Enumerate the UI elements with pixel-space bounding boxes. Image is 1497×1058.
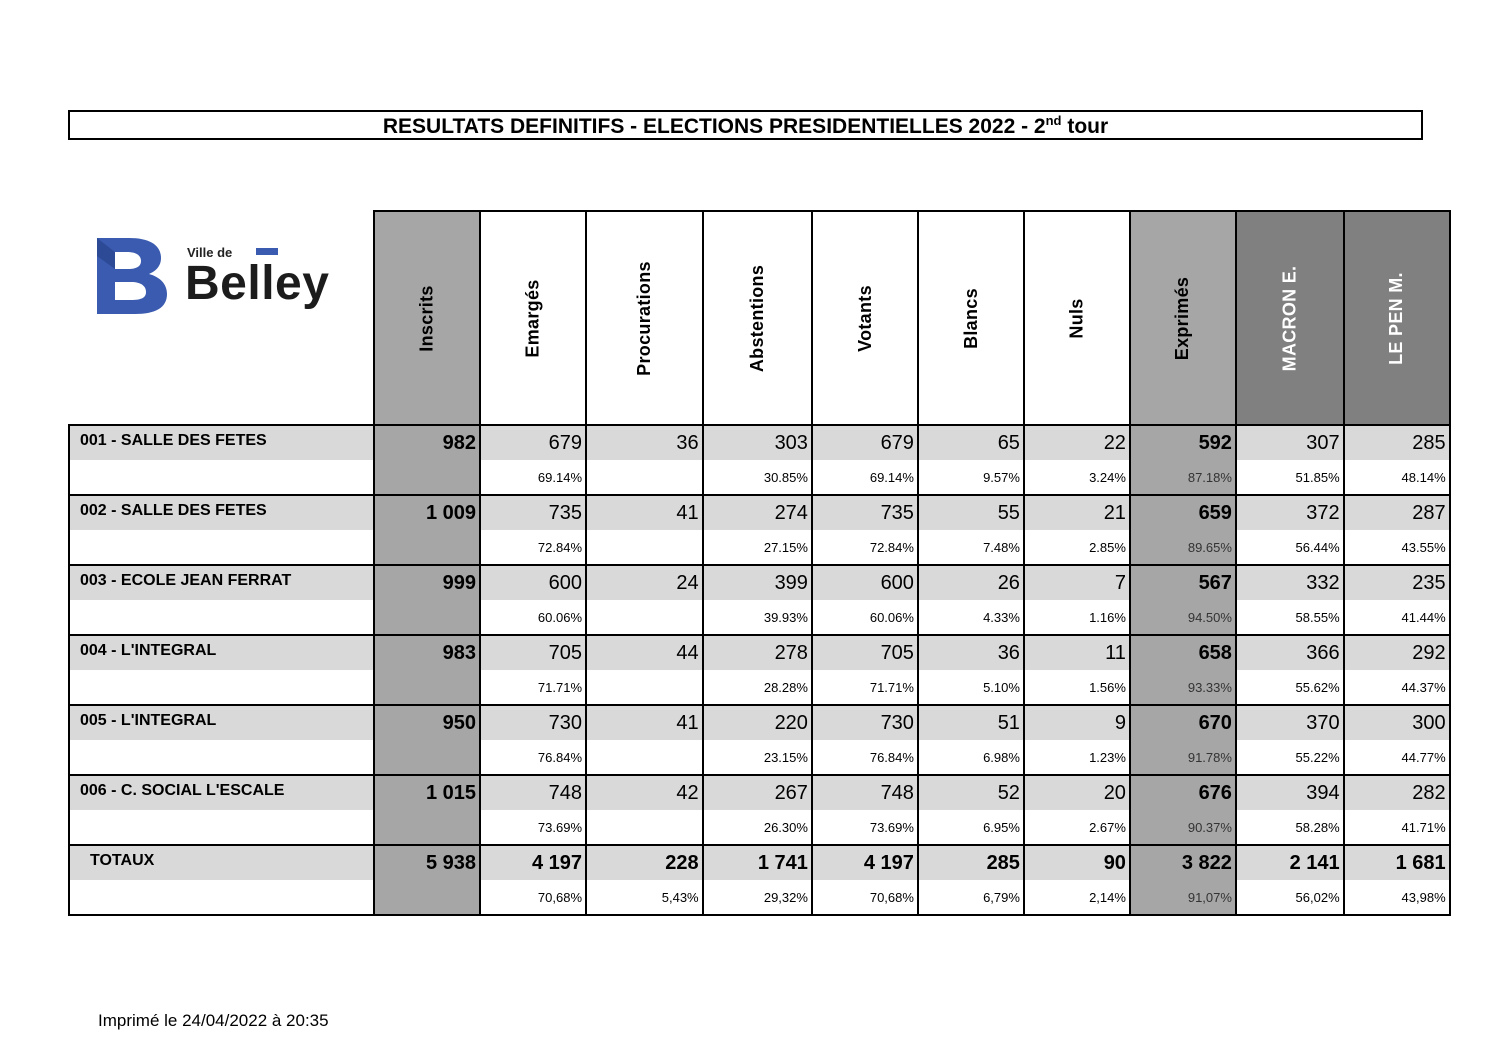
cell-emarges-percent: 60.06% [480, 600, 586, 635]
cell-inscrits-count: 1 009 [374, 495, 480, 530]
belley-b-icon [95, 236, 173, 316]
cell-blancs-percent: 5.10% [918, 670, 1024, 705]
station-percent-row [69, 530, 1450, 565]
cell-abstentions-count: 399 [703, 565, 812, 600]
cell-abstentions-percent: 23.15% [703, 740, 812, 775]
cell-nuls-percent: 1.56% [1024, 670, 1130, 705]
cell-votants-percent: 71.71% [812, 670, 918, 705]
cell-nuls-percent: 2.85% [1024, 530, 1130, 565]
cell-blancs-percent: 6.98% [918, 740, 1024, 775]
cell-nuls-count: 22 [1024, 425, 1130, 460]
logo-ville-de: Ville de [187, 244, 233, 260]
cell-blancs-percent: 4.33% [918, 600, 1024, 635]
cell-exprimes-percent: 94.50% [1130, 600, 1236, 635]
cell-le-pen-percent: 44.77% [1344, 740, 1450, 775]
totals-row [69, 845, 1450, 880]
cell-nuls-percent: 3.24% [1024, 460, 1130, 495]
cell-blancs-count: 65 [918, 425, 1024, 460]
cell-inscrits-count: 5 938 [374, 845, 480, 880]
cell-votants-percent: 73.69% [812, 810, 918, 845]
cell-emarges-count: 679 [480, 425, 586, 460]
cell-inscrits-count: 982 [374, 425, 480, 460]
cell-abstentions-count: 267 [703, 775, 812, 810]
cell-macron-percent: 51.85% [1236, 460, 1344, 495]
logo-wordmark: Belley [185, 256, 330, 310]
cell-procurations-percent [586, 600, 703, 635]
cell-le-pen-count: 292 [1344, 635, 1450, 670]
cell-inscrits-percent [374, 740, 480, 775]
cell-emarges-count: 735 [480, 495, 586, 530]
col-header-abstentions: Abstentions [703, 211, 812, 425]
cell-abstentions-count: 1 741 [703, 845, 812, 880]
cell-emarges-count: 705 [480, 635, 586, 670]
cell-votants-count: 4 197 [812, 845, 918, 880]
cell-votants-count: 705 [812, 635, 918, 670]
cell-abstentions-percent: 29,32% [703, 880, 812, 915]
station-name: 006 - C. SOCIAL L'ESCALE [69, 775, 374, 810]
cell-blancs-count: 52 [918, 775, 1024, 810]
name-spacer [69, 810, 374, 845]
station-row [69, 775, 1450, 810]
results-table [68, 210, 1451, 916]
cell-blancs-count: 51 [918, 705, 1024, 740]
logo-cell [69, 211, 374, 425]
cell-abstentions-percent: 26.30% [703, 810, 812, 845]
cell-macron-percent: 56.44% [1236, 530, 1344, 565]
cell-le-pen-percent: 41.71% [1344, 810, 1450, 845]
cell-emarges-percent: 71.71% [480, 670, 586, 705]
name-spacer [69, 530, 374, 565]
cell-votants-count: 600 [812, 565, 918, 600]
cell-votants-percent: 70,68% [812, 880, 918, 915]
cell-nuls-percent: 1.16% [1024, 600, 1130, 635]
col-header-le-pen: LE PEN M. [1344, 211, 1450, 425]
station-row [69, 425, 1450, 460]
cell-macron-percent: 58.55% [1236, 600, 1344, 635]
cell-exprimes-count: 659 [1130, 495, 1236, 530]
print-timestamp: Imprimé le 24/04/2022 à 20:35 [98, 1011, 329, 1030]
cell-le-pen-percent: 43,98% [1344, 880, 1450, 915]
cell-inscrits-count: 950 [374, 705, 480, 740]
cell-inscrits-percent [374, 670, 480, 705]
cell-macron-count: 394 [1236, 775, 1344, 810]
cell-le-pen-count: 235 [1344, 565, 1450, 600]
cell-procurations-count: 228 [586, 845, 703, 880]
name-spacer [69, 460, 374, 495]
cell-votants-percent: 72.84% [812, 530, 918, 565]
cell-emarges-percent: 76.84% [480, 740, 586, 775]
cell-abstentions-count: 303 [703, 425, 812, 460]
name-spacer [69, 880, 374, 915]
cell-macron-percent: 55.62% [1236, 670, 1344, 705]
cell-blancs-count: 285 [918, 845, 1024, 880]
cell-inscrits-count: 999 [374, 565, 480, 600]
cell-macron-count: 366 [1236, 635, 1344, 670]
cell-exprimes-percent: 87.18% [1130, 460, 1236, 495]
cell-votants-percent: 60.06% [812, 600, 918, 635]
station-percent-row [69, 740, 1450, 775]
cell-exprimes-count: 670 [1130, 705, 1236, 740]
name-spacer [69, 600, 374, 635]
belley-logo [69, 212, 373, 424]
cell-abstentions-percent: 27.15% [703, 530, 812, 565]
col-header-votants: Votants [812, 211, 918, 425]
station-row [69, 565, 1450, 600]
cell-procurations-count: 24 [586, 565, 703, 600]
cell-exprimes-percent: 91.78% [1130, 740, 1236, 775]
cell-procurations-count: 36 [586, 425, 703, 460]
cell-emarges-percent: 70,68% [480, 880, 586, 915]
cell-votants-count: 735 [812, 495, 918, 530]
cell-macron-count: 372 [1236, 495, 1344, 530]
cell-le-pen-percent: 44.37% [1344, 670, 1450, 705]
logo-accent-bar [256, 248, 278, 255]
cell-emarges-count: 748 [480, 775, 586, 810]
cell-inscrits-count: 983 [374, 635, 480, 670]
cell-votants-percent: 76.84% [812, 740, 918, 775]
cell-nuls-count: 9 [1024, 705, 1130, 740]
name-spacer [69, 740, 374, 775]
cell-le-pen-percent: 48.14% [1344, 460, 1450, 495]
cell-inscrits-percent [374, 600, 480, 635]
cell-procurations-percent [586, 670, 703, 705]
cell-blancs-percent: 6,79% [918, 880, 1024, 915]
cell-blancs-percent: 7.48% [918, 530, 1024, 565]
cell-inscrits-percent [374, 460, 480, 495]
cell-le-pen-count: 285 [1344, 425, 1450, 460]
cell-nuls-percent: 2,14% [1024, 880, 1130, 915]
totals-label: TOTAUX [69, 845, 374, 880]
cell-le-pen-count: 287 [1344, 495, 1450, 530]
cell-exprimes-count: 567 [1130, 565, 1236, 600]
cell-exprimes-percent: 89.65% [1130, 530, 1236, 565]
cell-votants-count: 730 [812, 705, 918, 740]
cell-exprimes-count: 658 [1130, 635, 1236, 670]
cell-abstentions-percent: 39.93% [703, 600, 812, 635]
station-percent-row [69, 600, 1450, 635]
cell-abstentions-count: 220 [703, 705, 812, 740]
cell-nuls-count: 90 [1024, 845, 1130, 880]
cell-le-pen-count: 282 [1344, 775, 1450, 810]
cell-le-pen-percent: 43.55% [1344, 530, 1450, 565]
cell-le-pen-percent: 41.44% [1344, 600, 1450, 635]
cell-procurations-count: 41 [586, 495, 703, 530]
col-header-inscrits: Inscrits [374, 211, 480, 425]
cell-macron-count: 2 141 [1236, 845, 1344, 880]
cell-macron-count: 307 [1236, 425, 1344, 460]
cell-procurations-percent [586, 810, 703, 845]
cell-inscrits-count: 1 015 [374, 775, 480, 810]
station-percent-row [69, 810, 1450, 845]
cell-macron-count: 370 [1236, 705, 1344, 740]
cell-votants-count: 679 [812, 425, 918, 460]
cell-abstentions-percent: 28.28% [703, 670, 812, 705]
col-header-blancs: Blancs [918, 211, 1024, 425]
cell-emarges-count: 600 [480, 565, 586, 600]
station-row [69, 495, 1450, 530]
station-name: 002 - SALLE DES FETES [69, 495, 374, 530]
cell-inscrits-percent [374, 880, 480, 915]
cell-macron-percent: 55.22% [1236, 740, 1344, 775]
cell-procurations-count: 41 [586, 705, 703, 740]
cell-exprimes-percent: 91,07% [1130, 880, 1236, 915]
cell-procurations-count: 42 [586, 775, 703, 810]
station-name: 003 - ECOLE JEAN FERRAT [69, 565, 374, 600]
cell-nuls-count: 21 [1024, 495, 1130, 530]
cell-exprimes-count: 592 [1130, 425, 1236, 460]
cell-emarges-percent: 69.14% [480, 460, 586, 495]
cell-nuls-percent: 1.23% [1024, 740, 1130, 775]
cell-emarges-percent: 73.69% [480, 810, 586, 845]
cell-emarges-count: 730 [480, 705, 586, 740]
cell-nuls-percent: 2.67% [1024, 810, 1130, 845]
cell-inscrits-percent [374, 530, 480, 565]
cell-exprimes-count: 676 [1130, 775, 1236, 810]
col-header-exprimes: Exprimés [1130, 211, 1236, 425]
cell-emarges-percent: 72.84% [480, 530, 586, 565]
cell-abstentions-percent: 30.85% [703, 460, 812, 495]
cell-procurations-percent [586, 460, 703, 495]
cell-macron-percent: 58.28% [1236, 810, 1344, 845]
col-header-nuls: Nuls [1024, 211, 1130, 425]
cell-emarges-count: 4 197 [480, 845, 586, 880]
cell-procurations-percent: 5,43% [586, 880, 703, 915]
cell-nuls-count: 11 [1024, 635, 1130, 670]
station-percent-row [69, 670, 1450, 705]
station-row [69, 705, 1450, 740]
cell-procurations-count: 44 [586, 635, 703, 670]
cell-blancs-count: 26 [918, 565, 1024, 600]
cell-votants-percent: 69.14% [812, 460, 918, 495]
cell-macron-count: 332 [1236, 565, 1344, 600]
cell-abstentions-count: 274 [703, 495, 812, 530]
cell-exprimes-percent: 93.33% [1130, 670, 1236, 705]
cell-blancs-percent: 6.95% [918, 810, 1024, 845]
totals-percent-row [69, 880, 1450, 915]
cell-votants-count: 748 [812, 775, 918, 810]
station-row [69, 635, 1450, 670]
cell-exprimes-percent: 90.37% [1130, 810, 1236, 845]
cell-procurations-percent [586, 740, 703, 775]
cell-inscrits-percent [374, 810, 480, 845]
cell-nuls-count: 20 [1024, 775, 1130, 810]
cell-abstentions-count: 278 [703, 635, 812, 670]
station-percent-row [69, 460, 1450, 495]
name-spacer [69, 670, 374, 705]
cell-nuls-count: 7 [1024, 565, 1130, 600]
cell-le-pen-count: 1 681 [1344, 845, 1450, 880]
cell-blancs-count: 36 [918, 635, 1024, 670]
cell-le-pen-count: 300 [1344, 705, 1450, 740]
cell-procurations-percent [586, 530, 703, 565]
page-title: RESULTATS DEFINITIFS - ELECTIONS PRESIDENTIELLES 2022 - 2nd tour [68, 110, 1423, 140]
cell-exprimes-count: 3 822 [1130, 845, 1236, 880]
col-header-procurations: Procurations [586, 211, 703, 425]
station-name: 001 - SALLE DES FETES [69, 425, 374, 460]
station-name: 004 - L'INTEGRAL [69, 635, 374, 670]
station-name: 005 - L'INTEGRAL [69, 705, 374, 740]
cell-blancs-count: 55 [918, 495, 1024, 530]
col-header-emarges: Emargés [480, 211, 586, 425]
col-header-macron: MACRON E. [1236, 211, 1344, 425]
cell-macron-percent: 56,02% [1236, 880, 1344, 915]
cell-blancs-percent: 9.57% [918, 460, 1024, 495]
